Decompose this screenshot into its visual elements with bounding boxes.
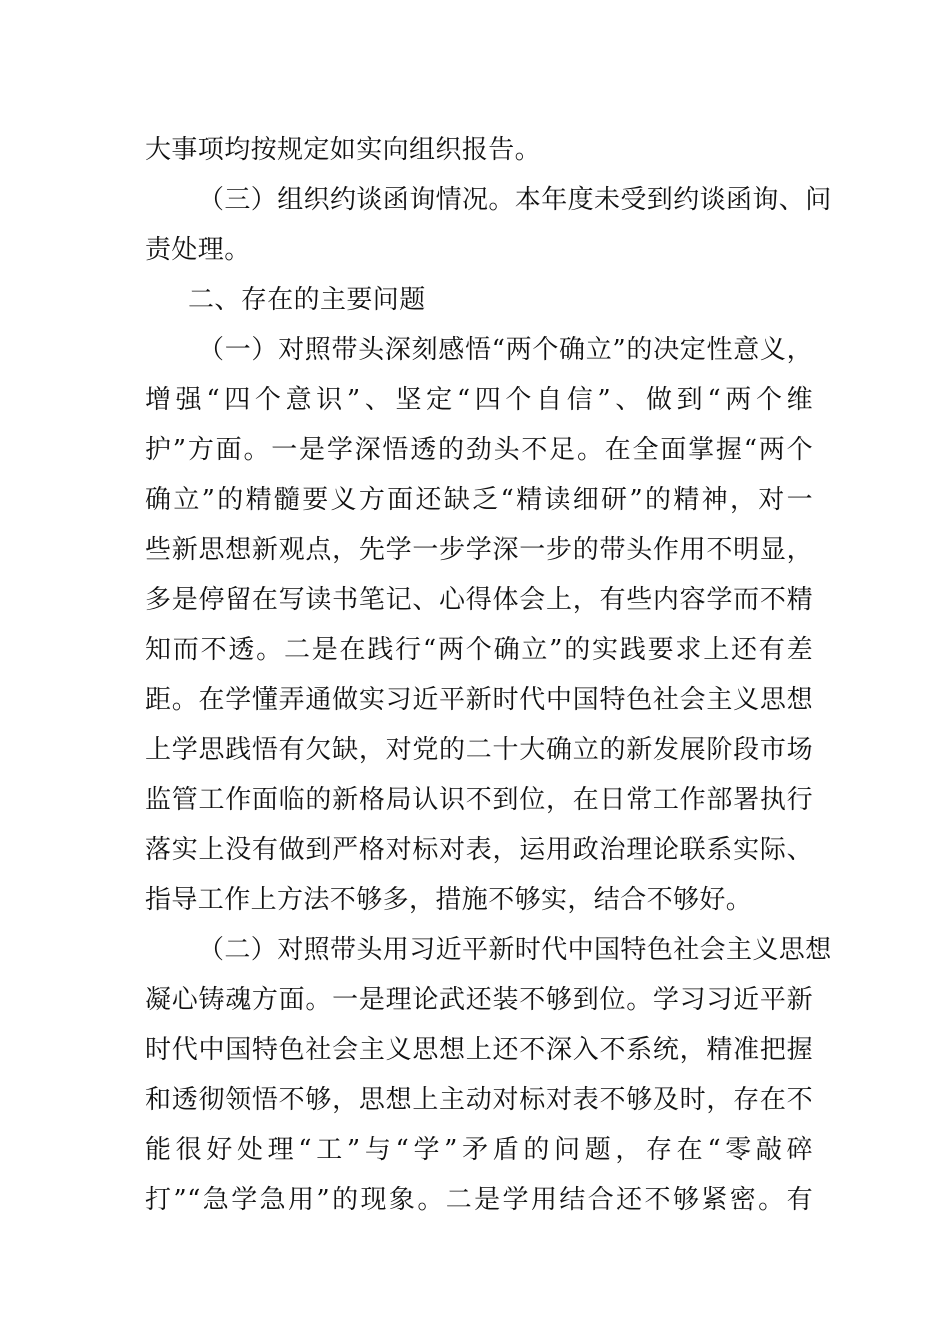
- text-line: 确立”的精髓要义方面还缺乏“精读细研”的精神，对一: [145, 485, 813, 515]
- text-line: 上学思践悟有欠缺，对党的二十大确立的新发展阶段市场: [145, 735, 813, 765]
- text-line: （一）对照带头深刻感悟“两个确立”的决定性意义，: [198, 335, 813, 365]
- text-line: 增强“四个意识”、坚定“四个自信”、做到“两个维: [145, 385, 813, 415]
- text-line: 多是停留在写读书笔记、心得体会上，有些内容学而不精: [145, 585, 813, 615]
- text-line: 责处理。: [145, 235, 251, 265]
- text-line: 监管工作面临的新格局认识不到位，在日常工作部署执行: [145, 785, 813, 815]
- text-line: 距。在学懂弄通做实习近平新时代中国特色社会主义思想: [145, 685, 813, 715]
- text-line: 能很好处理“工”与“学”矛盾的问题，存在“零敲碎: [145, 1135, 813, 1165]
- text-line: 指导工作上方法不够多，措施不够实，结合不够好。: [145, 885, 753, 915]
- text-line: 些新思想新观点，先学一步学深一步的带头作用不明显，: [145, 535, 813, 565]
- text-line: 时代中国特色社会主义思想上还不深入不系统，精准把握: [145, 1035, 813, 1065]
- text-line: 落实上没有做到严格对标对表，运用政治理论联系实际、: [145, 835, 813, 865]
- text-line: 凝心铸魂方面。一是理论武还装不够到位。学习习近平新: [145, 985, 813, 1015]
- text-line: 打”“急学急用”的现象。二是学用结合还不够紧密。有: [145, 1185, 813, 1215]
- text-line: 和透彻领悟不够，思想上主动对标对表不够及时，存在不: [145, 1085, 813, 1115]
- text-line: 知而不透。二是在践行“两个确立”的实践要求上还有差: [145, 635, 813, 665]
- text-line: 护”方面。一是学深悟透的劲头不足。在全面掌握“两个: [145, 435, 813, 465]
- text-line: 大事项均按规定如实向组织报告。: [145, 135, 542, 165]
- section-heading: 二、存在的主要问题: [188, 285, 426, 315]
- text-line: （二）对照带头用习近平新时代中国特色社会主义思想: [198, 935, 832, 965]
- text-line: （三）组织约谈函询情况。本年度未受到约谈函询、问: [198, 185, 832, 215]
